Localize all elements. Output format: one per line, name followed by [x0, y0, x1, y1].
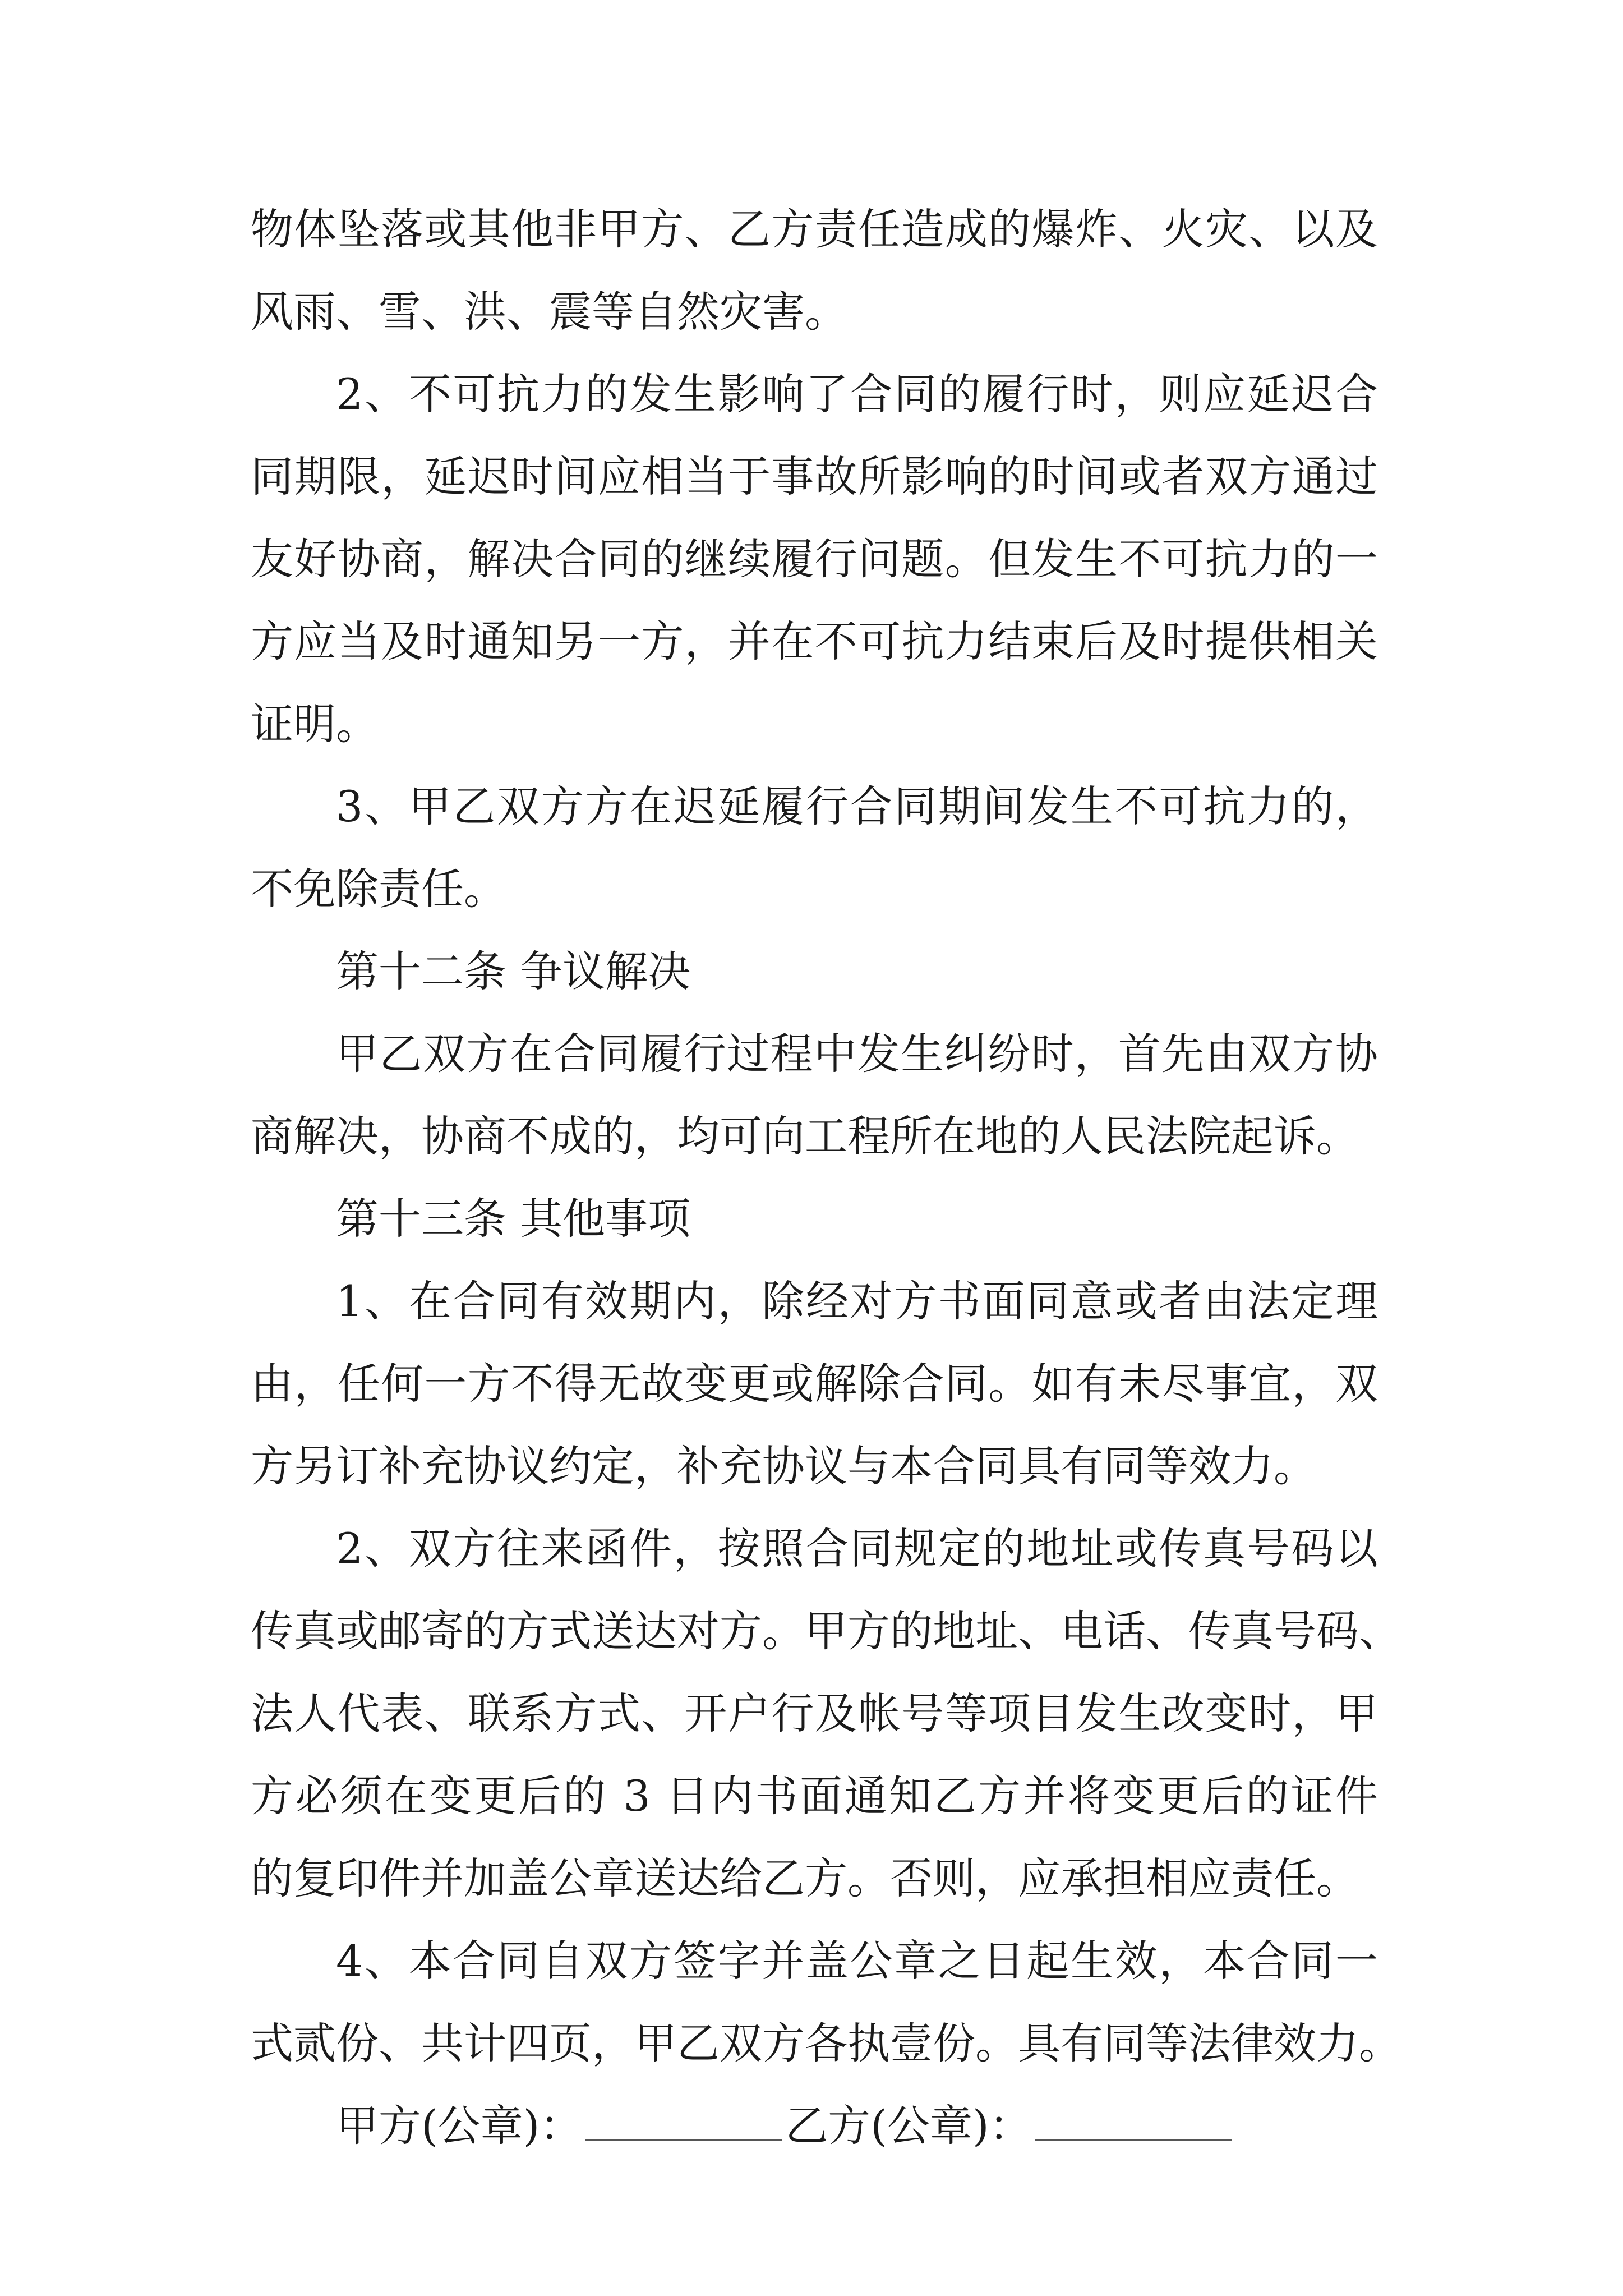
text-line: 物体坠落或其他非甲方、乙方责任造成的爆炸、火灾、以及: [251, 204, 1378, 254]
text-line: 方应当及时通知另一方，并在不可抗力结束后及时提供相关: [251, 616, 1378, 666]
text-line: 证明。: [251, 699, 379, 749]
text-line: 由，任何一方不得无故变更或解除合同。如有未尽事宜，双: [251, 1359, 1378, 1409]
text-line: 甲乙双方在合同履行过程中发生纠纷时，首先由双方协: [336, 1029, 1378, 1079]
text-line: 的复印件并加盖公章送达给乙方。否则，应承担相应责任。: [251, 1853, 1359, 1903]
party-a-seal-label: 甲方(公章)：: [336, 2101, 583, 2151]
document-body: [251, 188, 1401, 2167]
section-heading: 第十三条 其他事项: [336, 1194, 691, 1244]
text-line: 1、在合同有效期内，除经对方书面同意或者由法定理: [336, 1276, 1378, 1326]
text-line: 2、不可抗力的发生影响了合同的履行时，则应延迟合: [336, 369, 1378, 419]
text-line: 传真或邮寄的方式送达对方。甲方的地址、电话、传真号码、: [251, 1606, 1401, 1656]
text-line: 方另订补充协议约定，补充协议与本合同具有同等效力。: [251, 1441, 1316, 1491]
text-line: 3、甲乙双方方在迟延履行合同期间发生不可抗力的，: [336, 781, 1378, 831]
text-line: 式贰份、共计四页，甲乙双方各执壹份。具有同等法律效力。: [251, 2018, 1401, 2068]
text-line: 风雨、雪、洪、震等自然灾害。: [251, 287, 847, 337]
text-line: 同期限，延迟时间应相当于事故所影响的时间或者双方通过: [251, 452, 1378, 501]
text-line: 2、双方往来函件，按照合同规定的地址或传真号码以: [336, 1524, 1378, 1573]
text-line: 方必须在变更后的 3 日内书面通知乙方并将变更后的证件: [251, 1771, 1378, 1821]
text-line: 法人代表、联系方式、开户行及帐号等项目发生改变时，甲: [251, 1688, 1378, 1738]
section-heading: 第十二条 争议解决: [336, 946, 691, 996]
text-line: 4、本合同自双方签字并盖公章之日起生效，本合同一: [336, 1936, 1378, 1986]
party-b-blank: [1035, 2094, 1232, 2141]
text-line: 不免除责任。: [251, 864, 506, 914]
signature-line: [251, 2085, 1378, 2167]
party-b-seal-label: 乙方(公章)：: [785, 2101, 1032, 2151]
text-line: 商解决，协商不成的，均可向工程所在地的人民法院起诉。: [251, 1111, 1359, 1161]
party-a-blank: [585, 2094, 782, 2141]
text-line: 友好协商，解决合同的继续履行问题。但发生不可抗力的一: [251, 534, 1378, 584]
